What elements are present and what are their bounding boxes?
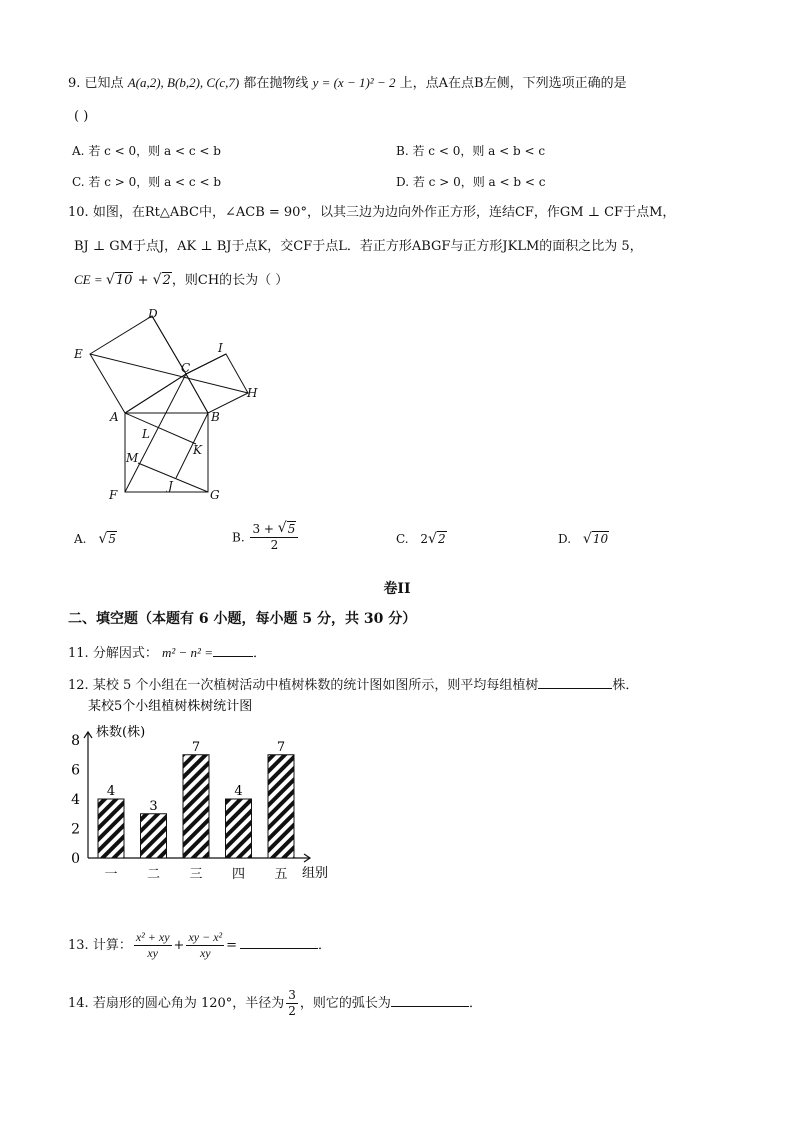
q10-line3 (74, 271, 288, 290)
q14-answer-blank[interactable] (391, 992, 469, 1007)
chart-value-label: 4 (234, 784, 243, 799)
q9-option-b-text: 若 c < 0，则 a < b < c (412, 144, 546, 158)
q12-number: 12. (68, 678, 89, 693)
q10-option-c-sqrt (428, 532, 447, 546)
segment-gm (138, 463, 208, 492)
q10-option-c-coef: 2 (420, 532, 429, 546)
chart-bar (183, 755, 209, 858)
q10-line2: BJ ⊥ GM于点J，AK ⊥ BJ于点K，交CF于点L．若正方形ABGF与正方形JKLM的面积之比为 5， (74, 239, 643, 254)
q12-bar-chart (60, 694, 360, 890)
q10-geometry-figure (60, 300, 280, 510)
q10-option-d-radicand: 10 (592, 532, 609, 546)
q10-option-b-num-prefix: 3 + (252, 522, 278, 536)
chart-category-label: 一 (104, 867, 118, 882)
q11-number: 11. (68, 646, 89, 661)
q9-option-b-label: B. (396, 144, 409, 158)
q13-f2-numerator: xy − x² (188, 930, 223, 944)
chart-ytick-label: 4 (71, 792, 80, 808)
label-b: B (211, 410, 220, 424)
q9-text-mid: 都在抛物线 (243, 76, 309, 91)
q10-sqrt-2 (153, 272, 172, 290)
chart-ytick-label: 6 (71, 762, 80, 779)
q10-line1 (68, 204, 675, 222)
chart-category-label: 五 (274, 867, 288, 882)
label-m: M (126, 451, 139, 465)
q11-text: 分解因式： (92, 646, 158, 661)
q10-option-d-label: D. (558, 532, 572, 546)
q10-option-c-label: C. (396, 532, 409, 546)
volume-heading: 卷II (383, 581, 411, 597)
q10-option-c-radicand: 2 (438, 532, 446, 546)
q14-f-denominator: 2 (288, 1004, 296, 1018)
q11 (68, 642, 266, 663)
q10-sqrt-10-radicand: 10 (115, 273, 133, 288)
label-c: C (181, 361, 191, 375)
q13-equals: = (226, 938, 238, 953)
q14-text1: 若扇形的圆心角为 120°，半径为 (92, 996, 285, 1011)
q10-number: 10. (68, 205, 89, 220)
chart-bar (98, 799, 124, 858)
q13 (68, 926, 331, 966)
q10-option-a-radicand: 5 (108, 532, 116, 546)
q13-f1-denominator: xy (147, 946, 159, 960)
chart-value-label: 4 (106, 784, 116, 799)
chart-title: 某校5个小组植树株树统计图 (88, 699, 253, 714)
q12 (68, 674, 638, 695)
label-f: F (109, 488, 118, 502)
q11-expr: m² − n² = (161, 645, 213, 660)
label-h: H (247, 386, 258, 400)
label-g: G (210, 488, 220, 502)
chart-category-label: 三 (189, 867, 203, 882)
q10-option-a-sqrt (98, 532, 117, 546)
q10-option-b-fraction (250, 522, 298, 553)
chart-category-label: 四 (231, 867, 246, 882)
q10-plus: + (133, 273, 153, 288)
q9-option-d (396, 173, 545, 190)
q13-f2-denominator: xy (199, 946, 211, 960)
q14 (68, 984, 482, 1024)
q11-end: ． (252, 646, 266, 661)
q13-answer-blank[interactable] (240, 934, 318, 949)
q9-option-b (396, 142, 545, 159)
label-d: D (148, 307, 158, 321)
label-l: L (142, 427, 150, 441)
q10-option-b-sqrt (278, 522, 297, 537)
q9-option-d-text: 若 c > 0，则 a < b < c (412, 175, 546, 189)
q10-sqrt-2-radicand: 2 (162, 273, 171, 288)
q9-number: 9. (68, 76, 81, 91)
q10-option-b-label: B. (232, 530, 245, 545)
chart-value-label: 7 (191, 739, 201, 755)
label-j: J (168, 479, 173, 493)
chart-xlabel: 组别 (302, 866, 329, 881)
q13-text: 计算： (92, 938, 132, 953)
q9-option-c (72, 173, 221, 190)
q10-option-a-label: A. (74, 532, 87, 546)
q10-option-b (232, 522, 300, 553)
chart-bar (141, 814, 167, 858)
q10-option-c (396, 532, 447, 546)
q13-plus: + (173, 938, 185, 953)
q9-parabola: y = (x − 1)² − 2 (312, 75, 396, 90)
q9-option-c-text: 若 c > 0，则 a < c < b (88, 175, 221, 189)
segment-bj (176, 413, 208, 478)
segment-cf (125, 374, 186, 492)
q10-option-a (74, 532, 117, 546)
segment-ak (125, 413, 196, 444)
q13-fraction-1 (134, 930, 172, 961)
chart-value-label: 3 (149, 798, 158, 814)
label-e: E (74, 347, 83, 361)
q9-option-a-text: 若 c < 0，则 a < c < b (88, 144, 221, 158)
q14-fraction (286, 988, 298, 1019)
q10-option-d (558, 532, 609, 546)
q9-stem (68, 74, 627, 93)
square-acde (90, 316, 186, 413)
label-a: A (110, 410, 119, 424)
q13-number: 13. (68, 938, 89, 953)
chart-bar (226, 799, 252, 858)
q10-line1-text: 如图，在Rt△ABC中，∠ACB = 90°，以其三边为边向外作正方形，连结CF，作GM ⊥ CF于点M， (92, 205, 676, 220)
q9-option-a-label: A. (72, 144, 85, 158)
section-title: 二、填空题（本题有 6 小题，每小题 5 分，共 30 分） (68, 611, 417, 627)
q9-points: A(a,2), B(b,2), C(c,7) (127, 75, 240, 90)
q14-end: ． (468, 996, 482, 1011)
q9-text-suffix: 上，点A在点B左侧，下列选项正确的是 (399, 76, 627, 91)
q10-option-b-numerator (250, 522, 298, 538)
label-i: I (218, 341, 223, 355)
q12-text: 某校 5 个小组在一次植树活动中植树株数的统计图如图所示，则平均每组植树 (92, 678, 539, 693)
q10-sqrt-10 (106, 272, 134, 290)
chart-ytick-label: 8 (71, 733, 80, 749)
segment-ci (186, 354, 226, 374)
q10-option-d-sqrt (583, 532, 609, 546)
q9-option-a (72, 142, 221, 159)
q12-end: 株． (612, 678, 639, 693)
chart-ytick-label: 0 (71, 851, 80, 867)
q10-option-b-radicand: 5 (287, 522, 296, 536)
chart-ylabel: 株数(株) (96, 725, 146, 740)
q10-line3-suffix: ，则CH的长为（ ） (171, 273, 289, 288)
chart-ytick-label: 2 (71, 821, 80, 838)
q10-ce-prefix: CE = (74, 272, 106, 287)
q9-answer-paren: ( ) (74, 109, 89, 124)
q13-end: ． (318, 938, 332, 953)
q14-number: 14. (68, 996, 89, 1011)
q9-text-prefix: 已知点 (84, 76, 124, 91)
segment-eh (90, 354, 248, 393)
q12-answer-blank[interactable] (538, 674, 612, 689)
q14-text2: ，则它的弧长为 (299, 996, 391, 1011)
label-k: K (193, 443, 202, 457)
chart-category-label: 二 (146, 867, 161, 882)
chart-value-label: 7 (276, 739, 286, 755)
q11-answer-blank[interactable] (213, 642, 253, 657)
q13-fraction-2 (186, 930, 224, 961)
chart-bar (268, 755, 294, 858)
q9-option-d-label: D. (396, 175, 410, 189)
q9-option-c-label: C. (72, 175, 85, 189)
q10-option-b-denominator: 2 (270, 538, 279, 552)
q14-f-numerator: 3 (288, 988, 296, 1002)
square-cbhi (186, 354, 248, 413)
q13-f1-numerator: x² + xy (135, 930, 170, 944)
